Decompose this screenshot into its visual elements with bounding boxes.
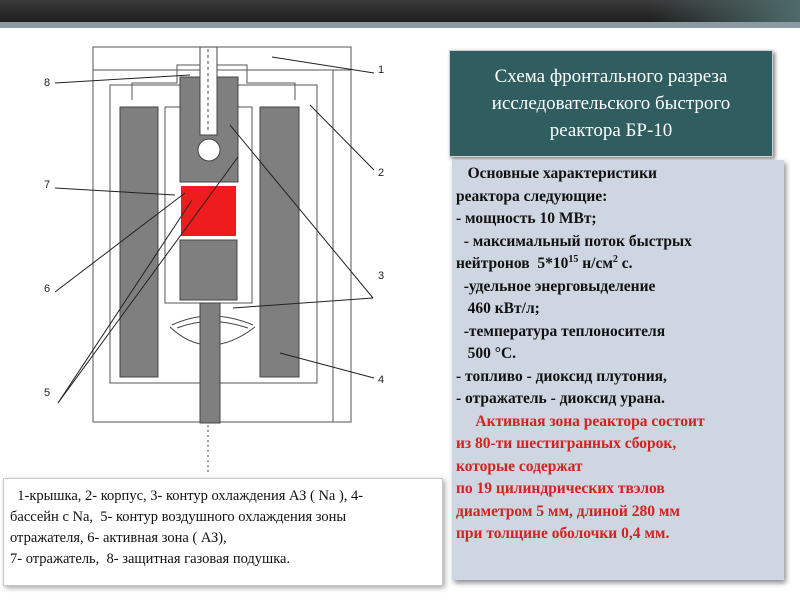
legend-line: отражателя, 6- активная зона ( АЗ),: [10, 530, 227, 546]
slide-title-box: [449, 50, 773, 157]
slide-top-bar-gradient: [650, 0, 800, 22]
label-3: 3: [378, 270, 385, 282]
core-description-line: Активная зона реактора состоит: [456, 412, 705, 430]
characteristics-line: -удельное энерговыделение: [456, 277, 656, 295]
flux-unit-exponent: 2: [612, 253, 618, 265]
right-reflector: [260, 107, 299, 377]
gas-cushion: [198, 139, 220, 161]
core-description-line: из 80-ти шестигранных сборок,: [456, 435, 677, 452]
characteristics-line: - отражатель - диоксид урана.: [456, 390, 665, 407]
lower-reflector-block: [180, 240, 237, 300]
core-description-line: по 19 цилиндрических твэлов: [456, 480, 665, 497]
label-4: 4: [378, 374, 385, 386]
label-2: 2: [378, 167, 385, 179]
characteristics-line: - мощность 10 МВт;: [456, 210, 597, 227]
reactor-lid: [93, 47, 351, 70]
legend-line: бассейн с Na, 5- контур воздушного охлаждения зоны: [10, 509, 347, 525]
flux-exponent: 15: [568, 253, 579, 265]
core-description-line: диаметром 5 мм, длиной 280 мм: [456, 502, 680, 520]
characteristics-line: 460 кВт/л;: [456, 300, 540, 317]
title-line-2: исследовательского быстрого: [491, 93, 731, 114]
core-description-line: которые содержат: [456, 457, 583, 475]
flux-line: [456, 253, 780, 276]
flux-unit: н/см: [578, 255, 613, 272]
left-reflector: [120, 107, 158, 377]
characteristics-line: реактора следующие:: [456, 187, 608, 205]
characteristics-line: Основные характеристики: [456, 165, 657, 182]
slide-title: [492, 63, 730, 144]
characteristics-box: [452, 160, 784, 580]
label-7: 7: [44, 179, 51, 191]
title-line-1: Схема фронтального разреза: [494, 66, 728, 87]
title-line-3: реактора БР-10: [549, 120, 673, 141]
characteristics-line: 500 °С.: [456, 345, 517, 362]
reactor-cross-section-diagram: [40, 45, 400, 475]
characteristics-line: - топливо - диоксид плутония,: [456, 367, 667, 385]
bottom-pipe: [200, 303, 220, 423]
leader-line-8: [55, 75, 190, 83]
legend-box: [3, 478, 443, 586]
leader-line-3b: [233, 298, 373, 308]
characteristics-line: - максимальный поток быстрых: [456, 232, 692, 250]
flux-value: нейтронов 5*10: [456, 255, 569, 272]
leader-line-3a: [230, 125, 373, 298]
label-1: 1: [378, 64, 385, 76]
characteristics-line: -температура теплоносителя: [456, 322, 666, 340]
label-6: 6: [44, 283, 51, 295]
leader-line-2: [310, 105, 374, 170]
label-5: 5: [44, 387, 51, 399]
flux-tail: с.: [617, 255, 633, 272]
label-8: 8: [44, 77, 51, 89]
legend-line: 7- отражатель, 8- защитная газовая подушка.: [10, 551, 291, 567]
legend-line: 1-крышка, 2- корпус, 3- контур охлаждения АЗ ( Na ), 4-: [10, 488, 364, 504]
core-description-line: при толщине оболочки 0,4 мм.: [456, 525, 670, 542]
slide-top-accent-stripe: [0, 22, 800, 28]
active-core: [180, 185, 237, 237]
